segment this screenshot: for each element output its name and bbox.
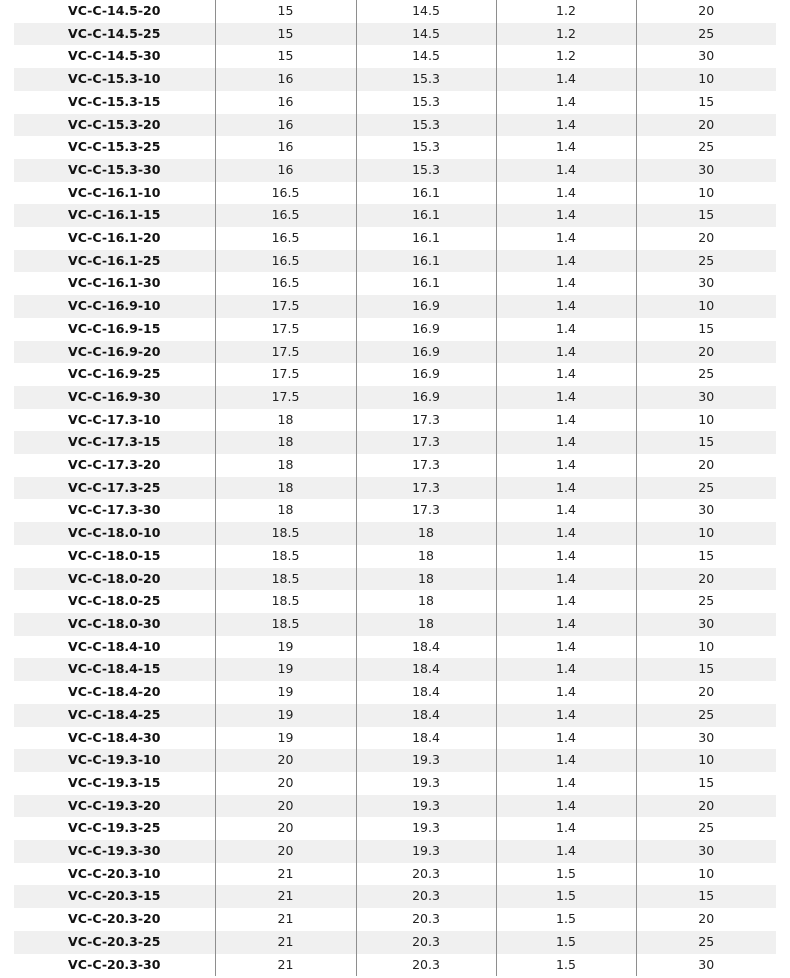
inner-size-cell: 17.3 (356, 454, 496, 477)
model-code-cell: VC-C-17.3-15 (14, 431, 215, 454)
model-code-cell: VC-C-16.9-20 (14, 341, 215, 364)
length-cell: 15 (636, 318, 776, 341)
outer-size-cell: 19 (215, 658, 356, 681)
spec-table-container (14, 0, 776, 976)
length-cell: 10 (636, 636, 776, 659)
thickness-cell: 1.5 (496, 863, 636, 886)
inner-size-cell: 15.3 (356, 114, 496, 137)
table-row (14, 499, 776, 522)
table-row (14, 931, 776, 954)
length-cell: 30 (636, 159, 776, 182)
inner-size-cell: 16.9 (356, 318, 496, 341)
table-row (14, 295, 776, 318)
model-code-cell: VC-C-15.3-15 (68, 93, 161, 109)
model-code-cell: VC-C-16.1-10 (68, 184, 161, 200)
inner-size-cell: 14.5 (356, 23, 496, 46)
outer-size-cell: 16.5 (215, 182, 356, 205)
model-code-cell: VC-C-20.3-10 (68, 865, 161, 881)
model-code-cell: VC-C-16.1-20 (68, 230, 161, 246)
length-cell: 25 (636, 363, 776, 386)
model-code-cell: VC-C-18.4-15 (14, 658, 215, 681)
table-row (14, 840, 776, 863)
thickness-cell: 1.4 (496, 522, 636, 545)
model-code-cell: VC-C-18.0-15 (68, 547, 161, 563)
length-cell: 10 (636, 295, 776, 318)
table-row (14, 409, 776, 432)
outer-size-cell: 18.5 (215, 545, 356, 568)
inner-size-cell: 20.3 (356, 954, 496, 977)
table-row (14, 23, 776, 46)
model-code-cell: VC-C-19.3-20 (14, 795, 215, 818)
table-row (14, 704, 776, 727)
outer-size-cell: 21 (215, 931, 356, 954)
thickness-cell: 1.2 (496, 0, 636, 23)
length-cell: 10 (636, 522, 776, 545)
inner-size-cell: 16.1 (356, 272, 496, 295)
length-cell: 25 (636, 23, 776, 46)
length-cell: 20 (636, 795, 776, 818)
model-code-cell: VC-C-15.3-25 (68, 139, 161, 155)
outer-size-cell: 19 (215, 727, 356, 750)
length-cell: 10 (636, 409, 776, 432)
table-row (14, 454, 776, 477)
outer-size-cell: 18 (215, 499, 356, 522)
thickness-cell: 1.4 (496, 658, 636, 681)
thickness-cell: 1.4 (496, 772, 636, 795)
inner-size-cell: 18 (356, 568, 496, 591)
outer-size-cell: 20 (215, 840, 356, 863)
outer-size-cell: 16.5 (215, 227, 356, 250)
inner-size-cell: 19.3 (356, 840, 496, 863)
length-cell: 10 (636, 749, 776, 772)
length-cell: 20 (636, 114, 776, 137)
table-row (14, 227, 776, 250)
model-code-cell: VC-C-18.4-20 (68, 684, 161, 700)
inner-size-cell: 17.3 (356, 409, 496, 432)
length-cell: 15 (636, 772, 776, 795)
spec-table-body (14, 0, 776, 976)
inner-size-cell: 14.5 (356, 45, 496, 68)
inner-size-cell: 18 (356, 613, 496, 636)
thickness-cell: 1.4 (496, 136, 636, 159)
thickness-cell: 1.4 (496, 386, 636, 409)
thickness-cell: 1.4 (496, 749, 636, 772)
thickness-cell: 1.4 (496, 272, 636, 295)
thickness-cell: 1.4 (496, 545, 636, 568)
table-row (14, 477, 776, 500)
length-cell: 15 (636, 658, 776, 681)
thickness-cell: 1.4 (496, 499, 636, 522)
inner-size-cell: 14.5 (356, 0, 496, 23)
inner-size-cell: 16.1 (356, 250, 496, 273)
model-code-cell: VC-C-16.9-10 (14, 295, 215, 318)
thickness-cell: 1.2 (496, 45, 636, 68)
model-code-cell: VC-C-15.3-10 (14, 68, 215, 91)
length-cell: 15 (636, 545, 776, 568)
inner-size-cell: 17.3 (356, 477, 496, 500)
outer-size-cell: 16 (215, 114, 356, 137)
thickness-cell: 1.4 (496, 341, 636, 364)
model-code-cell: VC-C-19.3-30 (14, 840, 215, 863)
length-cell: 30 (636, 45, 776, 68)
inner-size-cell: 19.3 (356, 795, 496, 818)
table-row (14, 431, 776, 454)
thickness-cell: 1.4 (496, 409, 636, 432)
outer-size-cell: 16 (215, 91, 356, 114)
outer-size-cell: 20 (215, 795, 356, 818)
outer-size-cell: 15 (215, 23, 356, 46)
outer-size-cell: 18.5 (215, 590, 356, 613)
table-row (14, 136, 776, 159)
inner-size-cell: 19.3 (356, 772, 496, 795)
thickness-cell: 1.4 (496, 227, 636, 250)
thickness-cell: 1.4 (496, 727, 636, 750)
length-cell: 20 (636, 454, 776, 477)
outer-size-cell: 16 (215, 136, 356, 159)
model-code-cell: VC-C-17.3-20 (68, 457, 161, 473)
spec-table (14, 0, 776, 976)
thickness-cell: 1.4 (496, 590, 636, 613)
outer-size-cell: 16.5 (215, 250, 356, 273)
outer-size-cell: 19 (215, 636, 356, 659)
inner-size-cell: 20.3 (356, 908, 496, 931)
length-cell: 20 (636, 0, 776, 23)
inner-size-cell: 18.4 (356, 704, 496, 727)
thickness-cell: 1.5 (496, 908, 636, 931)
table-row (14, 568, 776, 591)
model-code-cell: VC-C-18.4-25 (14, 704, 215, 727)
outer-size-cell: 20 (215, 749, 356, 772)
thickness-cell: 1.5 (496, 931, 636, 954)
thickness-cell: 1.4 (496, 431, 636, 454)
table-row (14, 341, 776, 364)
length-cell: 25 (636, 250, 776, 273)
thickness-cell: 1.4 (496, 840, 636, 863)
model-code-cell: VC-C-14.5-25 (14, 23, 215, 46)
inner-size-cell: 20.3 (356, 885, 496, 908)
model-code-cell: VC-C-14.5-20 (68, 3, 161, 18)
model-code-cell: VC-C-17.3-25 (14, 477, 215, 500)
length-cell: 30 (636, 954, 776, 977)
thickness-cell: 1.4 (496, 318, 636, 341)
length-cell: 20 (636, 341, 776, 364)
outer-size-cell: 16.5 (215, 204, 356, 227)
table-row (14, 363, 776, 386)
table-row (14, 954, 776, 977)
length-cell: 10 (636, 68, 776, 91)
outer-size-cell: 21 (215, 954, 356, 977)
table-row (14, 613, 776, 636)
table-row (14, 159, 776, 182)
outer-size-cell: 18.5 (215, 522, 356, 545)
inner-size-cell: 19.3 (356, 817, 496, 840)
outer-size-cell: 17.5 (215, 295, 356, 318)
thickness-cell: 1.4 (496, 182, 636, 205)
model-code-cell: VC-C-16.1-30 (68, 275, 161, 291)
model-code-cell: VC-C-15.3-30 (14, 159, 215, 182)
length-cell: 10 (636, 182, 776, 205)
outer-size-cell: 15 (215, 0, 356, 23)
inner-size-cell: 15.3 (356, 68, 496, 91)
inner-size-cell: 19.3 (356, 749, 496, 772)
inner-size-cell: 20.3 (356, 931, 496, 954)
thickness-cell: 1.4 (496, 817, 636, 840)
length-cell: 20 (636, 681, 776, 704)
length-cell: 30 (636, 840, 776, 863)
inner-size-cell: 18.4 (356, 658, 496, 681)
length-cell: 25 (636, 590, 776, 613)
thickness-cell: 1.4 (496, 363, 636, 386)
outer-size-cell: 20 (215, 772, 356, 795)
inner-size-cell: 18 (356, 545, 496, 568)
thickness-cell: 1.2 (496, 23, 636, 46)
inner-size-cell: 18 (356, 590, 496, 613)
inner-size-cell: 18.4 (356, 636, 496, 659)
length-cell: 15 (636, 204, 776, 227)
thickness-cell: 1.5 (496, 954, 636, 977)
outer-size-cell: 18 (215, 477, 356, 500)
inner-size-cell: 15.3 (356, 159, 496, 182)
thickness-cell: 1.4 (496, 795, 636, 818)
thickness-cell: 1.4 (496, 114, 636, 137)
length-cell: 15 (636, 885, 776, 908)
outer-size-cell: 16 (215, 159, 356, 182)
length-cell: 15 (636, 91, 776, 114)
table-row (14, 68, 776, 91)
model-code-cell: VC-C-16.1-15 (14, 204, 215, 227)
outer-size-cell: 17.5 (215, 363, 356, 386)
outer-size-cell: 18 (215, 409, 356, 432)
inner-size-cell: 17.3 (356, 431, 496, 454)
outer-size-cell: 16.5 (215, 272, 356, 295)
model-code-cell: VC-C-15.3-20 (14, 114, 215, 137)
model-code-cell: VC-C-20.3-30 (68, 956, 161, 972)
inner-size-cell: 17.3 (356, 499, 496, 522)
inner-size-cell: 15.3 (356, 136, 496, 159)
length-cell: 10 (636, 863, 776, 886)
table-row (14, 795, 776, 818)
table-row (14, 681, 776, 704)
model-code-cell: VC-C-18.4-30 (68, 729, 161, 745)
outer-size-cell: 19 (215, 704, 356, 727)
table-row (14, 272, 776, 295)
length-cell: 25 (636, 817, 776, 840)
inner-size-cell: 15.3 (356, 91, 496, 114)
outer-size-cell: 16 (215, 68, 356, 91)
inner-size-cell: 16.9 (356, 363, 496, 386)
model-code-cell: VC-C-18.0-20 (14, 568, 215, 591)
model-code-cell: VC-C-17.3-10 (68, 411, 161, 427)
model-code-cell: VC-C-19.3-10 (14, 749, 215, 772)
model-code-cell: VC-C-16.9-30 (14, 386, 215, 409)
outer-size-cell: 18 (215, 454, 356, 477)
inner-size-cell: 16.9 (356, 295, 496, 318)
inner-size-cell: 18.4 (356, 727, 496, 750)
table-row (14, 658, 776, 681)
length-cell: 20 (636, 908, 776, 931)
model-code-cell: VC-C-16.9-25 (68, 366, 161, 382)
table-row (14, 45, 776, 68)
outer-size-cell: 21 (215, 908, 356, 931)
length-cell: 20 (636, 227, 776, 250)
table-row (14, 636, 776, 659)
table-row (14, 863, 776, 886)
inner-size-cell: 18.4 (356, 681, 496, 704)
thickness-cell: 1.4 (496, 91, 636, 114)
length-cell: 30 (636, 272, 776, 295)
table-row (14, 522, 776, 545)
outer-size-cell: 18 (215, 431, 356, 454)
table-row (14, 817, 776, 840)
table-row (14, 908, 776, 931)
inner-size-cell: 16.1 (356, 204, 496, 227)
outer-size-cell: 21 (215, 885, 356, 908)
table-row (14, 0, 776, 23)
table-row (14, 590, 776, 613)
inner-size-cell: 16.9 (356, 386, 496, 409)
model-code-cell: VC-C-18.0-30 (14, 613, 215, 636)
length-cell: 25 (636, 136, 776, 159)
outer-size-cell: 20 (215, 817, 356, 840)
table-row (14, 727, 776, 750)
thickness-cell: 1.4 (496, 613, 636, 636)
model-code-cell: VC-C-16.1-25 (14, 250, 215, 273)
length-cell: 30 (636, 386, 776, 409)
table-row (14, 885, 776, 908)
thickness-cell: 1.4 (496, 250, 636, 273)
outer-size-cell: 17.5 (215, 318, 356, 341)
inner-size-cell: 16.9 (356, 341, 496, 364)
inner-size-cell: 16.1 (356, 227, 496, 250)
model-code-cell: VC-C-14.5-30 (68, 48, 161, 64)
thickness-cell: 1.4 (496, 477, 636, 500)
length-cell: 20 (636, 568, 776, 591)
length-cell: 30 (636, 613, 776, 636)
length-cell: 15 (636, 431, 776, 454)
model-code-cell: VC-C-18.4-10 (68, 638, 161, 654)
table-row (14, 91, 776, 114)
length-cell: 25 (636, 477, 776, 500)
inner-size-cell: 18 (356, 522, 496, 545)
thickness-cell: 1.4 (496, 636, 636, 659)
model-code-cell: VC-C-17.3-30 (68, 502, 161, 518)
outer-size-cell: 18.5 (215, 568, 356, 591)
outer-size-cell: 17.5 (215, 386, 356, 409)
thickness-cell: 1.4 (496, 568, 636, 591)
table-row (14, 250, 776, 273)
model-code-cell: VC-C-19.3-25 (68, 820, 161, 836)
table-row (14, 386, 776, 409)
length-cell: 30 (636, 727, 776, 750)
table-row (14, 114, 776, 137)
thickness-cell: 1.4 (496, 704, 636, 727)
thickness-cell: 1.4 (496, 68, 636, 91)
table-row (14, 545, 776, 568)
inner-size-cell: 16.1 (356, 182, 496, 205)
table-row (14, 749, 776, 772)
model-code-cell: VC-C-20.3-25 (14, 931, 215, 954)
outer-size-cell: 19 (215, 681, 356, 704)
thickness-cell: 1.4 (496, 681, 636, 704)
table-row (14, 318, 776, 341)
model-code-cell: VC-C-16.9-15 (68, 320, 161, 336)
model-code-cell: VC-C-20.3-15 (14, 885, 215, 908)
thickness-cell: 1.4 (496, 159, 636, 182)
outer-size-cell: 18.5 (215, 613, 356, 636)
length-cell: 25 (636, 704, 776, 727)
table-row (14, 204, 776, 227)
model-code-cell: VC-C-19.3-15 (68, 774, 161, 790)
length-cell: 30 (636, 499, 776, 522)
thickness-cell: 1.4 (496, 454, 636, 477)
outer-size-cell: 17.5 (215, 341, 356, 364)
thickness-cell: 1.4 (496, 204, 636, 227)
length-cell: 25 (636, 931, 776, 954)
inner-size-cell: 20.3 (356, 863, 496, 886)
thickness-cell: 1.4 (496, 295, 636, 318)
table-row (14, 182, 776, 205)
outer-size-cell: 21 (215, 863, 356, 886)
outer-size-cell: 15 (215, 45, 356, 68)
model-code-cell: VC-C-20.3-20 (68, 911, 161, 927)
model-code-cell: VC-C-18.0-10 (14, 522, 215, 545)
model-code-cell: VC-C-18.0-25 (68, 593, 161, 609)
thickness-cell: 1.5 (496, 885, 636, 908)
table-row (14, 772, 776, 795)
